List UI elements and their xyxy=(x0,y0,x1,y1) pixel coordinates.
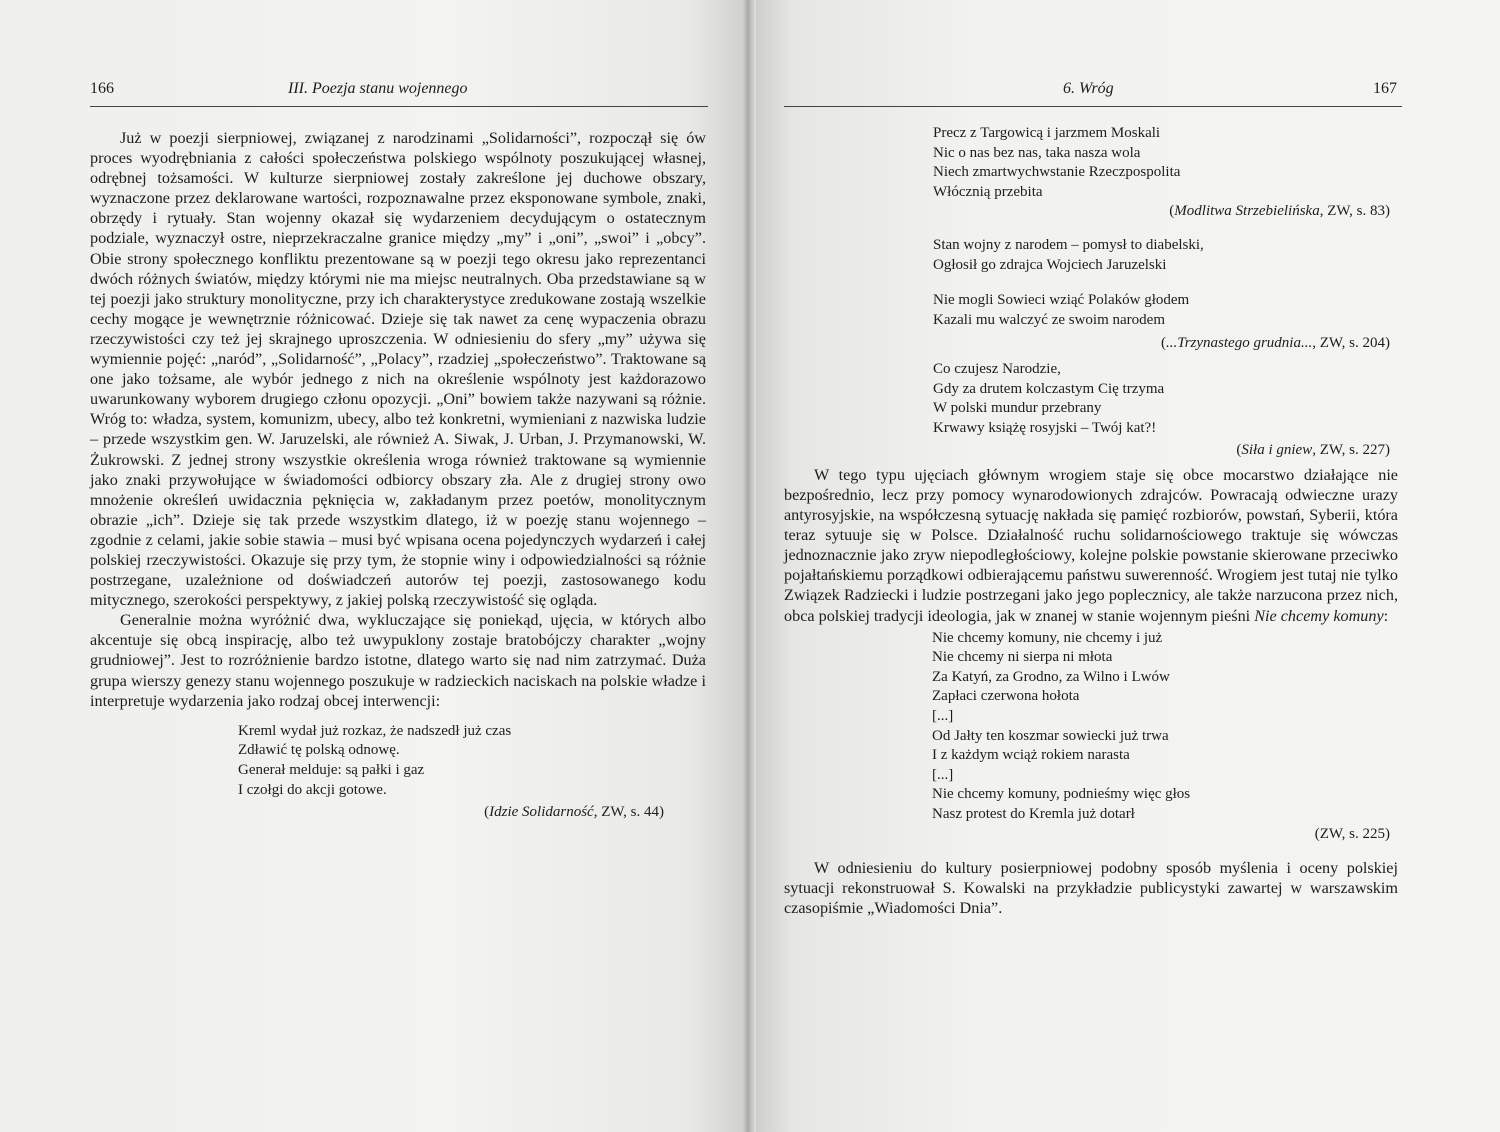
poem-line: Włócznią przebita xyxy=(933,183,1043,200)
right-paragraph-1 xyxy=(784,465,1398,626)
poem-line: I z każdym wciąż rokiem narasta xyxy=(932,747,1130,764)
poem-line: [...] xyxy=(932,708,954,725)
right-paragraph-2: W odniesieniu do kultury posierpniowej podobny sposób myślenia i oceny polskiej sytuacji rekonstruował S. Kowalski na przykładzie publicystyki zawartej w warszawskim czasopiśmie „Wiadomości Dnia”. xyxy=(784,859,1398,918)
paragraph-text: W tego typu ujęciach głównym wrogiem staje się obce mocarstwo działające nie bezpośrednio, lecz przy pomocy wynarodowionych zdrajców. Powracają odwieczne urazy antyrosyjskie, na współczesną sytuację nakłada się pamięć rozbiorów, powstań, Syberii, która teraz sytuuje się w Polsce. Działalność ruchu solidarnościowego traktuje się wówczas jednoznacznie jako zryw niepodległościowy, kolejne polskie powstanie skierowane przeciwko pojałtańskiemu porządkowi odbierającemu państwu suwerenność. Wrogiem jest tutaj nie tylko Związek Radziecki i ludzie postrzegani jako jego poplecznicy, ale także narzucona przez nich, obca polskiej tradycji ideologia, jak w znanej w stanie wojennym pieśni xyxy=(784,465,1398,625)
poem-line: I czołgi do akcji gotowe. xyxy=(238,781,387,798)
poem-line: Nie chcemy ni sierpa ni młota xyxy=(932,649,1113,666)
poem-line: Kreml wydał już rozkaz, że nadszedł już czas xyxy=(238,722,512,739)
cite-ref: , ZW, s. 227) xyxy=(1312,442,1390,459)
poem-line: Za Katyń, za Grodno, za Wilno i Lwów xyxy=(932,668,1170,685)
poem-line: Generał melduje: są pałki i gaz xyxy=(238,761,425,778)
poem-line: [...] xyxy=(932,766,954,783)
poem-line: Nic o nas bez nas, taka nasza wola xyxy=(933,144,1141,161)
poem-line: Nie chcemy komuny, podnieśmy więc głos xyxy=(932,786,1191,803)
poem-line: Niech zmartwychwstanie Rzeczpospolita xyxy=(933,164,1181,181)
right-poem-2b xyxy=(933,291,1398,330)
cite-ref: , ZW, s. 44) xyxy=(593,804,664,821)
right-poem-3-citation: (Siła i gniew, ZW, s. 227) xyxy=(1236,442,1390,459)
right-running-head: 6. Wróg xyxy=(1063,80,1114,97)
poem-line: Od Jałty ten koszmar sowiecki już trwa xyxy=(932,727,1169,744)
paragraph-end: : xyxy=(1383,606,1389,625)
poem-line: Stan wojny z narodem – pomysł to diabelski, xyxy=(933,236,1204,253)
cite-title: Siła i gniew xyxy=(1241,442,1313,459)
left-page-number: 166 xyxy=(90,80,114,97)
poem-line: W polski mundur przebrany xyxy=(933,400,1102,417)
right-header-rule xyxy=(784,106,1402,107)
cite-ref: , ZW, s. 204) xyxy=(1312,335,1390,352)
right-page-number: 167 xyxy=(1373,80,1397,97)
right-poem-2-citation: (...Trzynastego grudnia..., ZW, s. 204) xyxy=(1160,335,1390,352)
right-poem-2a xyxy=(933,236,1398,275)
poem-line: Zdławić tę polską odnowę. xyxy=(238,742,400,759)
poem-line: Kazali mu walczyć ze swoim narodem xyxy=(933,311,1165,328)
right-body xyxy=(784,124,1398,918)
right-poem-1 xyxy=(933,124,1398,202)
poem-line: Nasz protest do Kremla już dotarł xyxy=(932,806,1135,822)
poem-line: Gdy za drutem kolczastym Cię trzyma xyxy=(933,380,1165,397)
left-running-head: III. Poezja stanu wojennego xyxy=(288,80,468,97)
poem-line: Ogłosił go zdrajca Wojciech Jaruzelski xyxy=(933,256,1167,273)
book-gutter xyxy=(742,0,756,1132)
cite-ref: , ZW, s. 83) xyxy=(1319,203,1390,220)
cite-title: Idzie Solidarność xyxy=(489,804,594,821)
poem-line: Precz z Targowicą i jarzmem Moskali xyxy=(933,125,1161,141)
left-paragraph-2: Generalnie można wyróżnić dwa, wykluczające się poniekąd, ujęcia, w których albo akcentuje się obcą inspirację, albo też uwypuklony zostaje bratobójczy charakter „wojny grudniowej”. Jest to rozróżnienie bardzo istotne, dlatego warto się nad nim zatrzymać. Duża grupa wierszy genezy stanu wojennego poszukuje w radzieckich naciskach na polskie władze i interpretuje wydarzenia jako rodzaj obcej interwencji: xyxy=(90,611,706,710)
cite-title: Modlitwa Strzebielińska xyxy=(1174,203,1320,220)
left-page xyxy=(0,0,748,1132)
poem-line: Co czujesz Narodzie, xyxy=(933,360,1061,377)
left-header-rule xyxy=(90,106,708,107)
poem-line: Krwawy książę rosyjski – Twój kat?! xyxy=(933,419,1157,436)
left-poem-citation: (Idzie Solidarność, ZW, s. 44) xyxy=(484,804,664,821)
poem-line: Nie chcemy komuny, nie chcemy i już xyxy=(932,629,1163,646)
cite-title: ...Trzynastego grudnia... xyxy=(1165,335,1313,352)
poem-line: Nie mogli Sowieci wziąć Polaków głodem xyxy=(933,292,1190,309)
left-body xyxy=(90,128,706,823)
left-poem xyxy=(238,722,706,800)
poem-line: Zapłaci czerwona hołota xyxy=(932,688,1080,705)
song-title: Nie chcemy komuny xyxy=(1254,606,1384,625)
right-poem-3 xyxy=(933,360,1398,438)
right-poem-1-citation: (Modlitwa Strzebielińska, ZW, s. 83) xyxy=(1169,203,1390,220)
right-page xyxy=(748,0,1500,1132)
right-poem-4-citation: (ZW, s. 225) xyxy=(1314,825,1390,842)
right-poem-4 xyxy=(932,629,1398,825)
left-paragraph-1: Już w poezji sierpniowej, związanej z narodzinami „Solidarności”, rozpoczął się ów proces wyodrębniania z całości społeczeństwa polskiego wspólnoty poszukującej własnej, odrębnej tożsamości. W kulturze sierpniowej zostały zakreślone jej duchowe obszary, wyznaczone przez deklarowane wartości, rozpoznawalne przez eksponowane symbole, znaki, obrzędy i rytuały. Stan wojenny okazał się wydarzeniem decydującym o ostatecznym podziale, wyznaczył ostre, nieprzekraczalne granice między „my” i „oni”, „swoi” i „obcy”. Obie strony społecznego konfliktu prezentowane są w poezji tego okresu jako reprezentanci dwóch różnych światów, między którymi nie ma miejsc neutralnych. Oba przedstawiane są w tej poezji jako struktury monolityczne, przy ich charakterystyce zredukowane zostają wszelkie cechy mogące je wewnętrznie różnicować. Dzieje się tak nawet za cenę wypaczenia obrazu rzeczywistości czy też jej skrajnego uproszczenia. W odniesieniu do sfery „my” używa się wymiennie pojęć: „naród”, „Solidarność”, „Polacy”, rzadziej „społeczeństwo”. Traktowane są one jako tożsame, ale wybór jednego z nich na określenie wspólnoty jest każdorazowo uwarunkowany wyborem drugiego członu opozycji. „Oni” bowiem także nazywani są różnie. Wróg to: władza, system, komunizm, ubecy, albo też konkretni, wymieniani z nazwiska ludzie – przede wszystkim gen. W. Jaruzelski, ale również A. Siwak, J. Urban, J. Przymanowski, W. Żukrowski. Z jednej strony wszystkie określenia wroga również traktowane są wymiennie jako znaki przywołujące w świadomości odbiorcy obszary zła. Ale z drugiej strony owo mnożenie określeń uwidacznia pęknięcia w, zakładanym przez poetów, monolitycznym obrazie „ich”. Dzieje się tak przede wszystkim dlatego, iż w poezję stanu wojennego – zgodnie z celami, jakie sobie stawia – musi być wpisana ocena pojedynczych wydarzeń i całej polskiej rzeczywistości. Okazuje się przy tym, że stopnie winy i odpowiedzialności są różnie postrzegane, uzależnione od doświadczeń autorów tej poezji, zastosowanego kodu mitycznego, szerokości perspektywy, z jakiej polską rzeczywistość się ogląda. xyxy=(90,129,706,610)
